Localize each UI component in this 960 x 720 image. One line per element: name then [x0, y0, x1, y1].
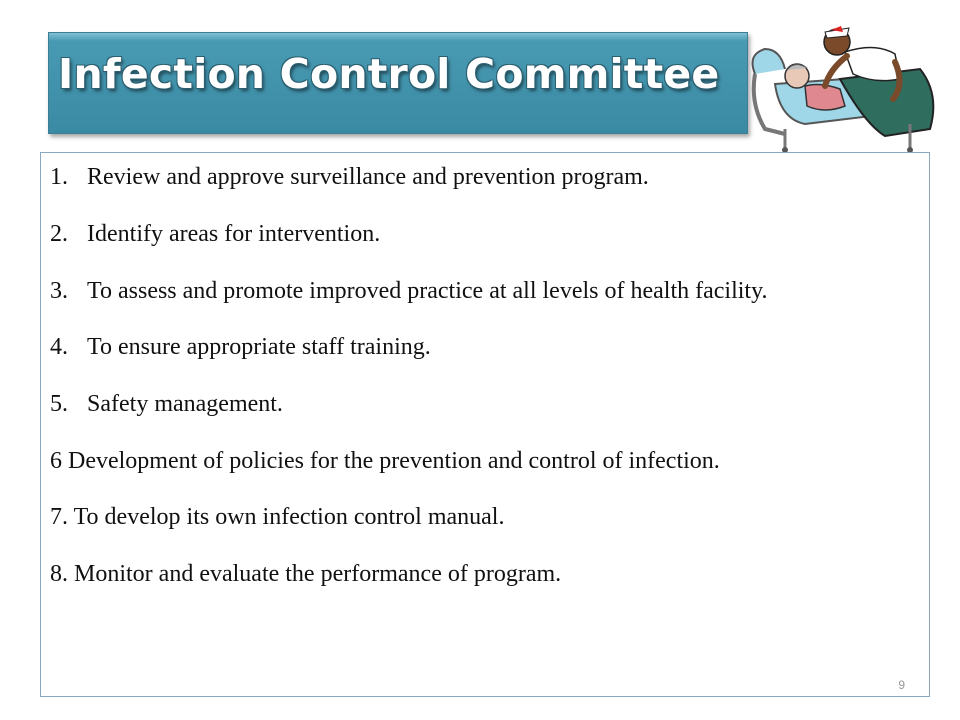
item-text: Review and approve surveillance and prevention program.: [87, 164, 649, 190]
item-text: 8. Monitor and evaluate the performance of program.: [50, 561, 562, 587]
list-item: [50, 500, 910, 534]
nurse-patient-clipart: [745, 14, 940, 154]
slide-title: Infection Control Committee: [58, 50, 720, 98]
item-text: 6 Development of policies for the prevention and control of infection.: [50, 448, 720, 474]
item-number: 3.: [50, 278, 68, 304]
item-number: 1.: [50, 164, 68, 190]
list-item: [50, 274, 910, 308]
list-item: [50, 217, 910, 251]
item-number: 2.: [50, 221, 68, 247]
item-number: 4.: [50, 334, 68, 360]
committee-duties-list: [50, 160, 910, 614]
item-text: To ensure appropriate staff training.: [87, 334, 431, 360]
item-text: To assess and promote improved practice at all levels of health facility.: [87, 278, 768, 304]
item-number: 5.: [50, 391, 68, 417]
item-text: Identify areas for intervention.: [87, 221, 381, 247]
item-text: 7. To develop its own infection control manual.: [50, 504, 505, 530]
list-item: [50, 387, 910, 421]
list-item: [50, 330, 910, 364]
item-text: Safety management.: [87, 391, 283, 417]
list-item: [50, 160, 910, 194]
page-number: 9: [898, 678, 905, 692]
list-item: [50, 444, 910, 478]
list-item: [50, 557, 910, 591]
